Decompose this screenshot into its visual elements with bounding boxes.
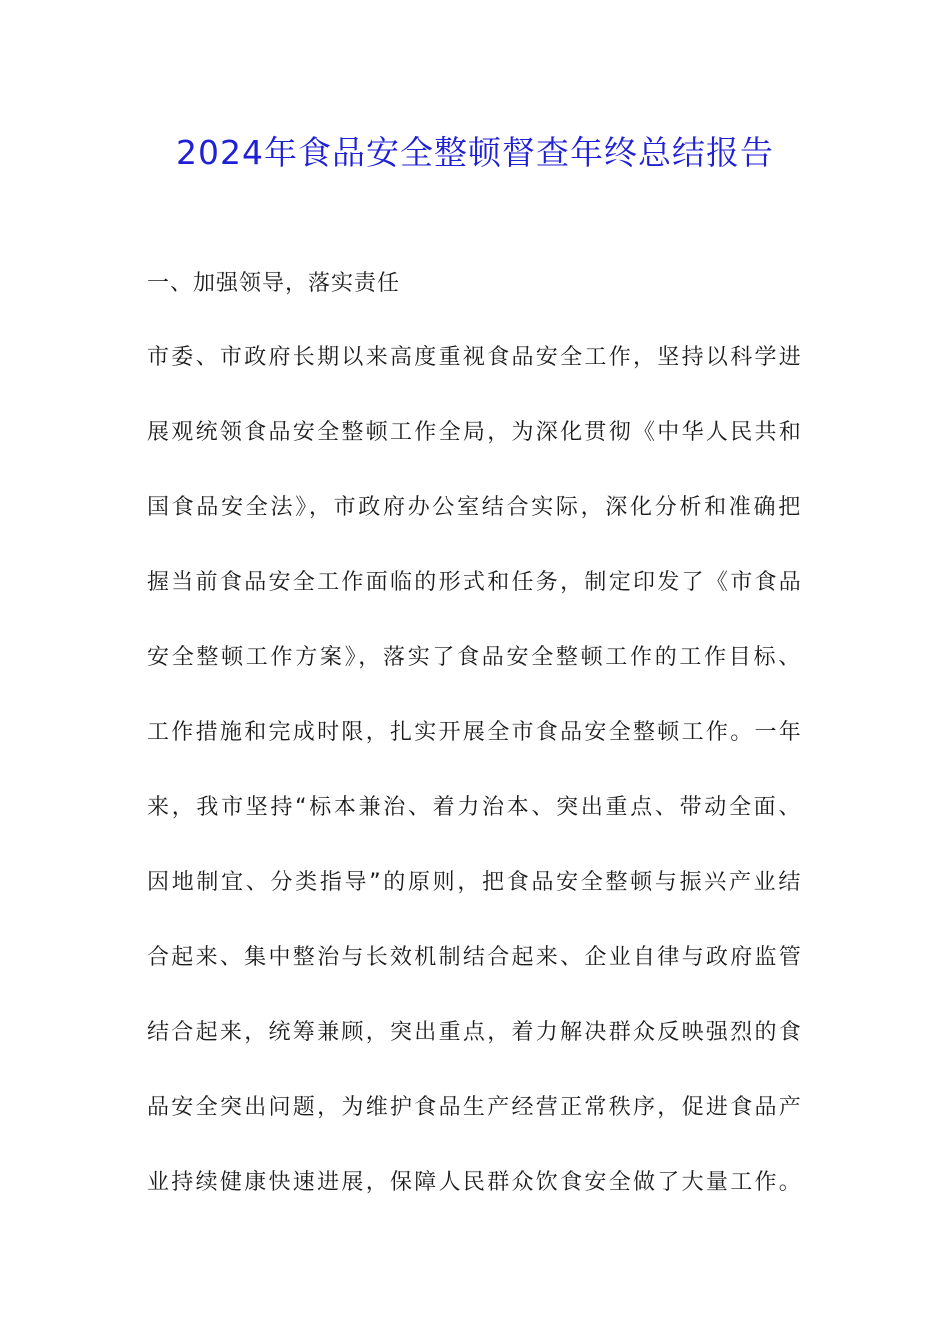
body-line: 国食品安全法》，市政府办公室结合实际，深化分析和准确把 [147, 495, 803, 520]
body-line: 品安全突出问题，为维护食品生产经营正常秩序，促进食品产 [147, 1095, 804, 1120]
section-heading: 一、加强领导，落实责任 [147, 271, 401, 296]
body-line: 因地制宜、分类指导”的原则，把食品安全整顿与振兴产业结 [147, 870, 804, 895]
body-line: 握当前食品安全工作面临的形式和任务，制定印发了《市食品 [147, 570, 804, 595]
body-line: 安全整顿工作方案》，落实了食品安全整顿工作的工作目标、 [147, 645, 803, 670]
body-line: 展观统领食品安全整顿工作全局，为深化贯彻《中华人民共和 [147, 420, 804, 445]
body-line: 市委、市政府长期以来高度重视食品安全工作，坚持以科学进 [147, 345, 804, 370]
body-line: 工作措施和完成时限，扎实开展全市食品安全整顿工作。一年 [147, 720, 804, 745]
body-line: 结合起来，统筹兼顾，突出重点，着力解决群众反映强烈的食 [147, 1020, 804, 1045]
body-line: 合起来、集中整治与长效机制结合起来、企业自律与政府监管 [147, 945, 804, 970]
body-line: 来，我市坚持“标本兼治、着力治本、突出重点、带动全面、 [147, 795, 804, 820]
document-title: 2024年食品安全整顿督查年终总结报告 [176, 133, 774, 172]
body-line: 业持续健康快速进展，保障人民群众饮食安全做了大量工作。 [147, 1170, 804, 1195]
